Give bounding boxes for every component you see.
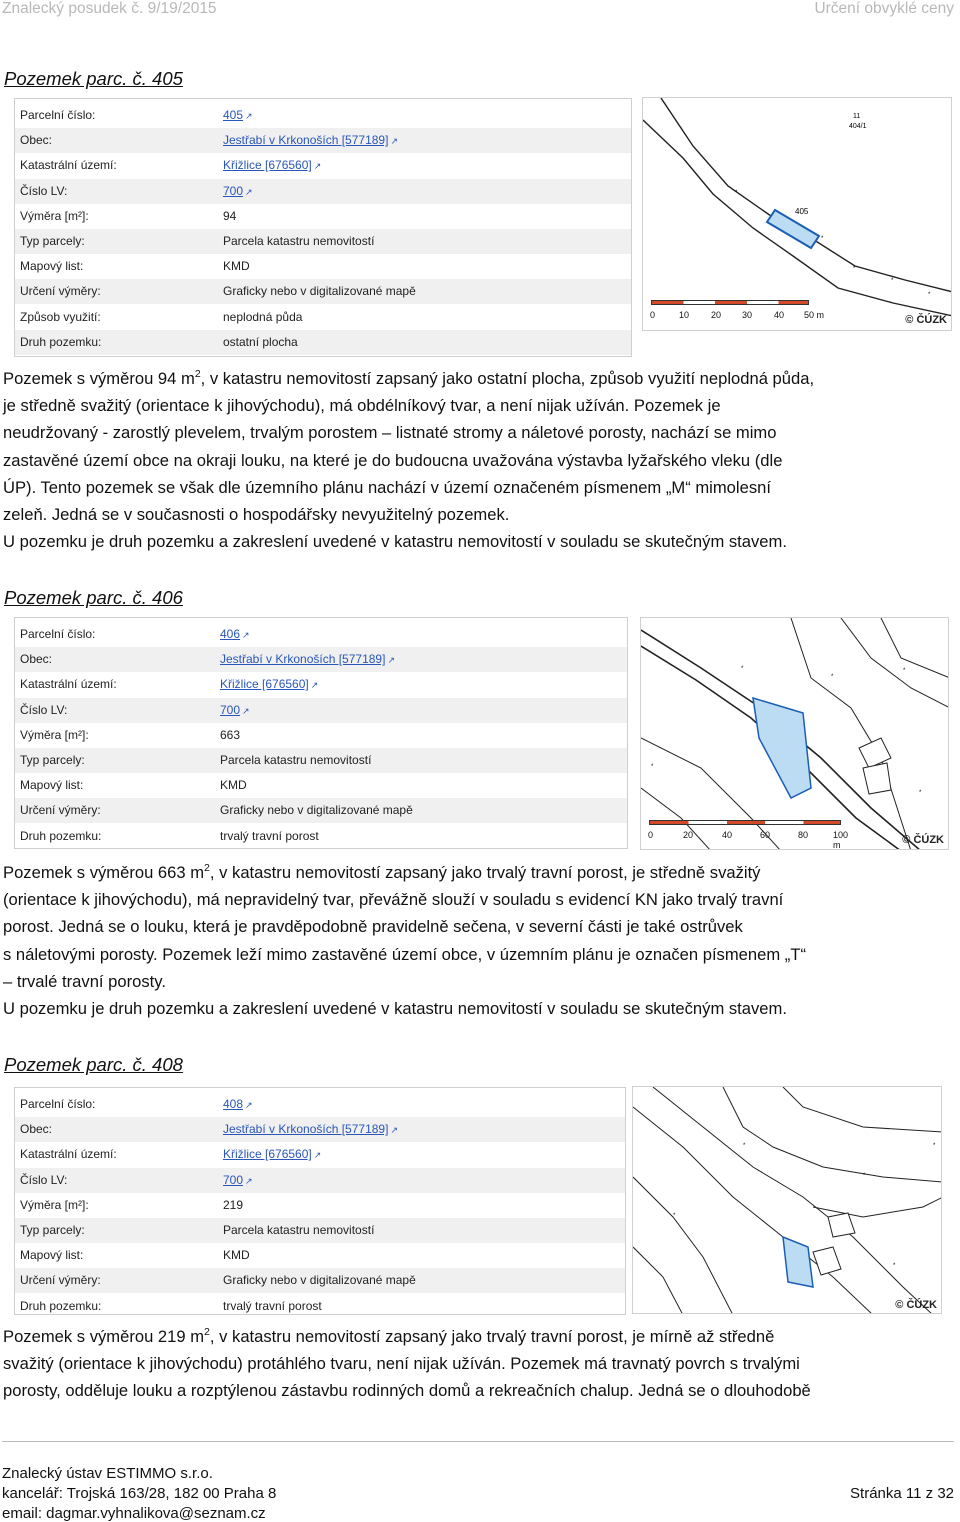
table-row-label: Druh pozemku: [20,334,102,349]
table-row-value: 94 [223,208,237,223]
page-header [0,0,960,20]
table-row-label: Druh pozemku: [20,1298,102,1313]
table-row-link[interactable]: Křižlice [676560] ↗ [220,677,319,692]
paragraph-406 [3,859,955,1022]
table-row-label: Určení výměry: [20,284,101,299]
table-row [15,330,631,355]
svg-text:*: * [893,1263,896,1269]
table-row-link[interactable]: 700 ↗ [223,183,253,198]
svg-text:*: * [651,764,654,770]
section-title-406: Pozemek parc. č. 406 [4,587,183,608]
table-row-label: Číslo LV: [20,702,68,717]
footer-company: Znalecký ústav ESTIMMO s.r.o. [2,1465,213,1482]
external-link-icon: ↗ [245,1175,253,1186]
table-row-value: 663 [220,727,241,742]
external-link-icon: ↗ [242,705,250,716]
table-row-value: Graficky nebo v digitalizované mapě [223,1273,416,1288]
cadastral-map-406 [640,617,949,850]
table-row [15,1243,625,1268]
table-row [15,1294,625,1319]
svg-text:*: * [821,236,824,242]
table-row [15,279,631,304]
table-row-value: neplodná půda [223,309,303,324]
external-link-icon: ↗ [310,680,319,691]
table-row [15,672,627,697]
table-row-label: Výměra [m²]: [20,208,89,223]
table-row-label: Typ parcely: [20,753,85,767]
external-link-icon: ↗ [242,630,250,640]
svg-text:*: * [673,1213,676,1219]
external-link-icon: ↗ [390,1125,398,1136]
table-row [15,153,631,178]
cadastral-map-408 [632,1086,942,1314]
paragraph-line: (orientace k jihovýchodu), má nepravidelný tvar, převážně slouží v souladu s evidencí KN jako trvalý travní [3,890,784,910]
table-row-label: Výměra [m²]: [20,1197,89,1212]
svg-text:*: * [891,278,894,284]
parcel-info-table-405 [14,98,632,357]
svg-text:*: * [831,674,834,680]
parcel-info-table-406 [14,617,628,849]
table-row-link[interactable]: Jestřabí v Krkonoších [577189] ↗ [223,133,398,148]
table-row-link[interactable]: 700 ↗ [220,702,250,717]
table-row-label: Způsob využití: [20,309,101,324]
table-row-link[interactable]: 406 ↗ [220,627,250,641]
table-row [15,824,627,849]
table-row-label: Typ parcely: [20,234,85,248]
paragraph-line: zeleň. Jedná se v současnosti o hospodářsky nevyužitelný pozemek. [3,505,510,525]
table-row-label: Určení výměry: [20,803,101,818]
table-row [15,773,627,798]
table-row-label: Parcelní číslo: [20,627,96,641]
table-row-label: Mapový list: [20,1248,84,1263]
map-copyright: © ČÚZK [895,1299,937,1311]
table-row-link[interactable]: Jestřabí v Krkonoších [577189] ↗ [223,1122,398,1137]
paragraph-line: porosty, odděluje louku a rozptýlenou zástavbu rodinných domů a rekreačních chalup. Jedná se o dlouhodobě [3,1381,811,1401]
table-row [15,229,631,254]
table-row [15,204,631,229]
table-row [15,1117,625,1142]
svg-text:*: * [741,666,744,672]
footer-divider [2,1441,954,1442]
map-scale-bar [649,820,841,825]
table-row-value: trvalý travní porost [223,1298,322,1313]
table-row-link[interactable]: 700 ↗ [223,1172,253,1187]
table-row-value: Parcela katastru nemovitostí [223,234,375,248]
svg-text:*: * [735,190,738,196]
footer-page-number: Stránka 11 z 32 [850,1485,954,1502]
map-drawing-408 [633,1087,942,1314]
section-title-408: Pozemek parc. č. 408 [4,1054,183,1075]
paragraph-line: s náletovými porosty. Pozemek leží mimo zastavěné území obce, v územním plánu je označen písmenem „T“ [3,944,806,964]
parcel-info-table-408 [14,1087,626,1315]
paragraph-line: Pozemek s výměrou 94 $m^2$, v katastru nemovitostí zapsaný jako ostatní plocha, způsob využití neplodná půda, [3,368,815,388]
table-row-label: Mapový list: [20,259,84,274]
map-drawing-405 [643,98,952,331]
svg-text:11: 11 [853,113,861,120]
external-link-icon: ↗ [387,655,395,666]
table-row-label: Katastrální území: [20,158,117,173]
header-doc-title: Znalecký posudek č. 9/19/2015 [2,0,217,17]
map-scale-ticks: 0 10 20 30 40 50 m [650,310,825,320]
table-row [15,647,627,672]
table-row-label: Katastrální území: [20,1147,117,1162]
table-row [15,128,631,153]
paragraph-line: U pozemku je druh pozemku a zakreslení uvedené v katastru nemovitostí v souladu se skutečným stavem. [3,532,787,552]
table-row-label: Parcelní číslo: [20,108,96,122]
table-row-link[interactable]: Jestřabí v Krkonoších [577189] ↗ [220,652,395,667]
table-row-value: Parcela katastru nemovitostí [223,1223,375,1237]
map-copyright: © ČÚZK [902,834,944,846]
table-row [15,698,627,723]
external-link-icon: ↗ [313,161,322,172]
svg-text:*: * [863,1173,866,1179]
section-title-405: Pozemek parc. č. 405 [4,68,183,89]
table-row [15,254,631,279]
table-row [15,179,631,204]
table-row-value: KMD [223,259,250,274]
table-row [15,1193,625,1218]
header-section-title: Určení obvyklé ceny [814,0,954,17]
cadastral-map-405 [642,97,952,331]
table-row [15,103,631,128]
table-row-value: KMD [220,778,247,793]
table-row-label: Číslo LV: [20,1172,68,1187]
paragraph-408 [3,1323,955,1405]
external-link-icon: ↗ [245,111,253,121]
svg-text:*: * [933,1143,936,1149]
table-row-label: Mapový list: [20,778,84,793]
svg-text:*: * [928,292,931,298]
map-scale-ticks: 0 20 40 60 80 100 m [648,830,849,850]
table-row-value: KMD [223,1248,250,1263]
svg-text:*: * [903,668,906,674]
table-row [15,1218,625,1243]
paragraph-line: ÚP). Tento pozemek se však dle územního plánu nachází v území označeném písmenem „M“ mimolesní [3,477,771,497]
table-row-label: Určení výměry: [20,1273,101,1288]
table-row-link[interactable]: Křižlice [676560] ↗ [223,1147,322,1162]
table-row-label: Katastrální území: [20,677,117,692]
svg-text:*: * [743,1143,746,1149]
table-row-label: Obec: [20,133,53,148]
table-row [15,1168,625,1193]
table-row [15,1142,625,1167]
svg-text:404/1: 404/1 [849,123,867,130]
table-row-label: Obec: [20,1122,53,1137]
table-row [15,1092,625,1117]
paragraph-line: svažitý (orientace k jihovýchodu) protáhlého tvaru, není nijak užíván. Pozemek má travnatý povrch s trvalými [3,1354,800,1374]
external-link-icon: ↗ [245,186,253,197]
table-row [15,748,627,773]
paragraph-line: U pozemku je druh pozemku a zakreslení uvedené v katastru nemovitostí v souladu se skutečným stavem. [3,999,787,1019]
table-row-link[interactable]: 405 ↗ [223,108,253,122]
paragraph-line: je středně svažitý (orientace k jihovýchodu), má obdélníkový tvar, a není nijak užíván. Pozemek je [3,396,721,416]
table-row-value: 219 [223,1197,244,1212]
map-scale-bar [651,300,809,305]
external-link-icon: ↗ [245,1100,253,1110]
table-row-link[interactable]: Křižlice [676560] ↗ [223,158,322,173]
table-row-label: Typ parcely: [20,1223,85,1237]
paragraph-line: – trvalé travní porosty. [3,971,166,991]
external-link-icon: ↗ [390,136,398,147]
paragraph-line: zastavěné území obce na okraji louku, na které je do budoucna uvažována výstavba lyžařského vleku (dle [3,450,783,470]
paragraph-line: Pozemek s výměrou 219 $m^2$, v katastru nemovitostí zapsaný jako trvalý travní porost, je mírně až středně [3,1326,775,1346]
paragraph-line: Pozemek s výměrou 663 $m^2$, v katastru nemovitostí zapsaný jako trvalý travní porost, je středně svažitý [3,862,761,882]
paragraph-line: porost. Jedná se o louku, která je pravděpodobně pravidelně sečena, v severní části je také ostrůvek [3,917,743,937]
footer-email: email: dagmar.vyhnalikova@seznam.cz [2,1505,266,1522]
table-row-value: Graficky nebo v digitalizované mapě [223,284,416,299]
table-row-label: Parcelní číslo: [20,1097,96,1111]
table-row [15,723,627,748]
svg-text:*: * [853,266,856,272]
paragraph-405 [3,365,955,555]
svg-text:*: * [919,790,922,796]
table-row-label: Obec: [20,652,53,667]
table-row-value: ostatní plocha [223,334,298,349]
table-row [15,622,627,647]
map-drawing-406 [641,618,949,850]
map-copyright: © ČÚZK [905,314,947,326]
table-row-label: Výměra [m²]: [20,727,89,742]
paragraph-line: neudržovaný - zarostlý plevelem, trvalým porostem – listnaté stromy a náletové porosty, nachází se mimo [3,423,777,443]
table-row [15,305,631,330]
table-row-label: Druh pozemku: [20,828,102,843]
table-row [15,1268,625,1293]
table-row-label: Číslo LV: [20,183,68,198]
table-row-value: Graficky nebo v digitalizované mapě [220,803,413,818]
table-row-link[interactable]: 408 ↗ [223,1097,253,1111]
footer-office: kancelář: Trojská 163/28, 182 00 Praha 8 [2,1485,277,1502]
map-parcel-label: 405 [795,207,809,216]
table-row-value: trvalý travní porost [220,828,319,843]
external-link-icon: ↗ [313,1150,322,1161]
table-row-value: Parcela katastru nemovitostí [220,753,372,767]
table-row [15,798,627,823]
